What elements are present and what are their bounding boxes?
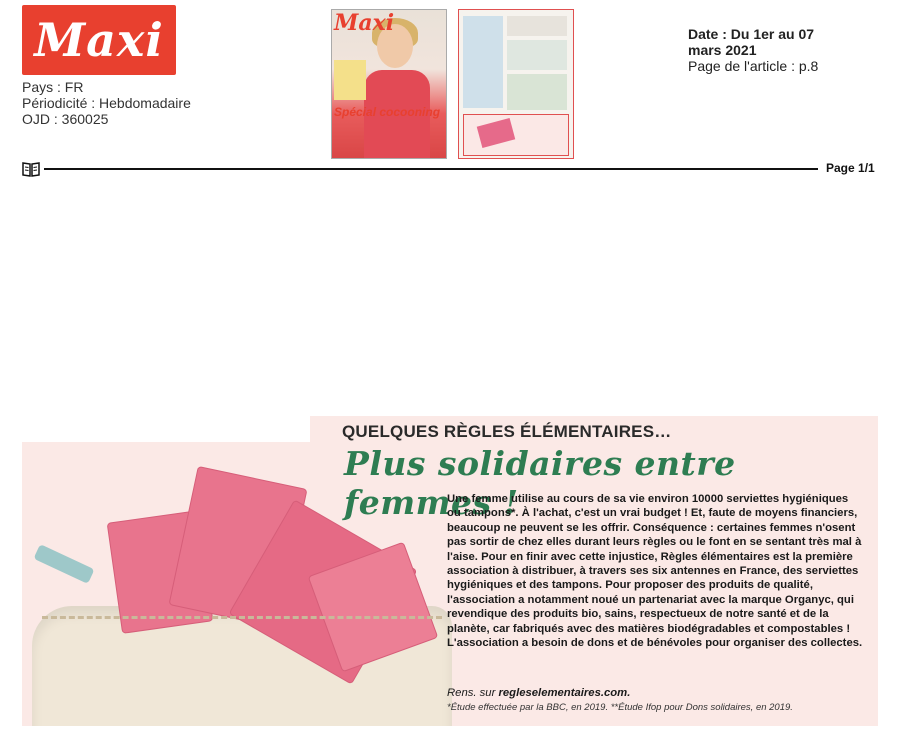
clipping-cut bbox=[22, 416, 310, 442]
page-count: Page 1/1 bbox=[826, 161, 875, 175]
cover-thumbnail[interactable] bbox=[331, 9, 447, 159]
country-label: Pays : FR bbox=[22, 79, 84, 95]
logo-text: Maxi bbox=[34, 13, 164, 67]
article-footnote: *Étude effectuée par la BBC, en 2019. **Étude Ifop pour Dons solidaires, en 2019. bbox=[447, 702, 793, 713]
date-line-1: Date : Du 1er au 07 bbox=[688, 26, 815, 42]
periodicity-label: Périodicité : Hebdomadaire bbox=[22, 95, 191, 111]
article-clipping bbox=[22, 416, 878, 726]
article-title: Plus solidaires entre femmes ! bbox=[344, 444, 736, 522]
maxi-logo bbox=[22, 5, 176, 75]
cover-headline: Spécial cocooning bbox=[334, 105, 441, 119]
article-contact bbox=[447, 687, 630, 699]
page-thumbnail[interactable] bbox=[458, 9, 574, 159]
contact-link[interactable]: regleselementaires.com. bbox=[498, 687, 631, 699]
zipper-line bbox=[42, 616, 442, 619]
page-column-block bbox=[463, 16, 503, 108]
date-line-2: mars 2021 bbox=[688, 42, 757, 58]
cover-side-strip bbox=[334, 60, 366, 100]
zipper-pull bbox=[33, 544, 94, 584]
article-kicker: QUELQUES RÈGLES ÉLÉMENTAIRES… bbox=[342, 422, 672, 441]
page-reference: Page de l'article : p.8 bbox=[688, 58, 819, 74]
header-divider bbox=[44, 168, 818, 170]
ojd-label: OJD : 360025 bbox=[22, 111, 109, 127]
contact-prefix: Rens. sur bbox=[447, 687, 499, 699]
cover-brand: Maxi bbox=[334, 10, 395, 36]
publication-meta bbox=[22, 79, 191, 127]
date-block bbox=[688, 26, 818, 74]
page-photo-block bbox=[507, 74, 567, 110]
book-icon bbox=[22, 161, 40, 177]
page-image-block bbox=[507, 40, 567, 70]
page-header-block bbox=[507, 16, 567, 36]
article-body: Une femme utilise au cours de sa vie environ 10000 serviettes hygiéniques ou tampons*. À l'achat, c'est un vrai budget ! Et, faute de moyens financiers, beaucoup ne peuvent se les offrir. Conséquence : certaines femmes n'osent pas sortir de chez elles durant leurs règles ou le font en se sentant très mal à l'aise. Pour en finir avec cette injustice, Règles élémentaires est la première association à distribuer, à travers ses six antennes en France, des serviettes hygiéniques et des tampons. Pour proposer des produits de qualité, l'association a notamment noué un partenariat avec la marque Organyc, qui revendique des produits bio, sains, respectueux de notre santé et de la planète, car fabriqués avec des matières biodégradables et compostables ! L'association a besoin de dons et de bénévoles pour organiser des collectes. bbox=[447, 493, 863, 650]
